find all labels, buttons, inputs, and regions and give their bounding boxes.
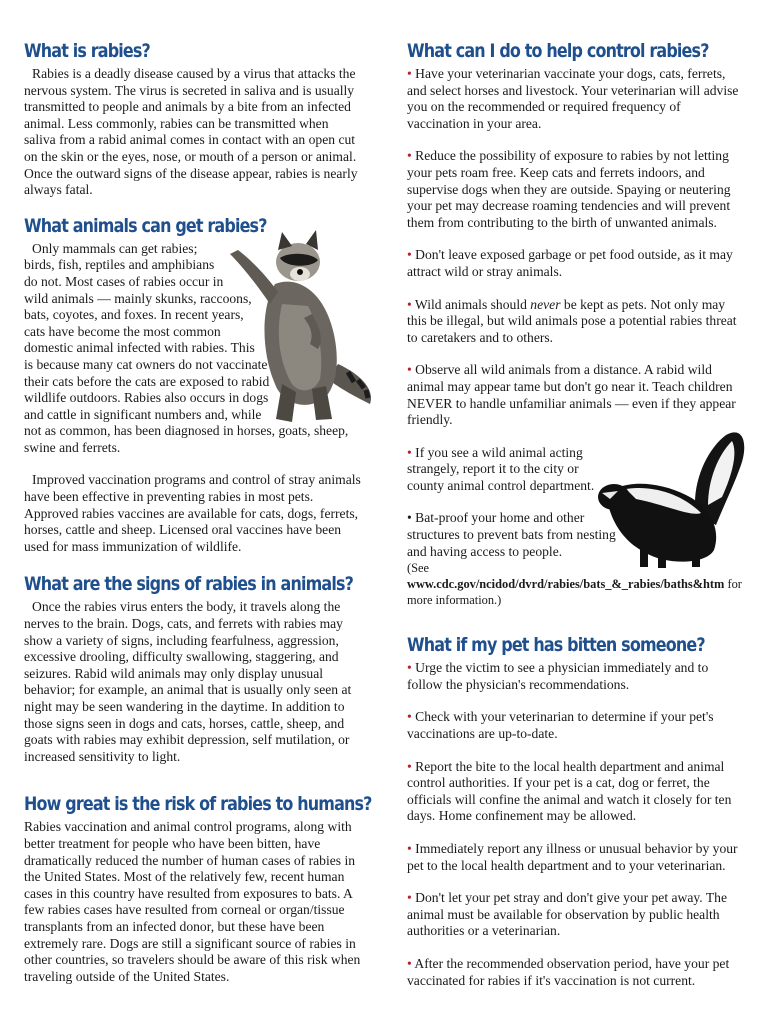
bullet-text: Bat-proof your home and other structures to prevent bats from nesting and having access to people.	[407, 510, 616, 559]
bullet-dot: •	[407, 758, 412, 774]
bullet-text: If you see a wild animal acting strangely, report it to the city or county animal control department.	[407, 444, 595, 493]
para-what-is-rabies: Rabies is a deadly disease caused by a virus that attacks the nervous system. The virus is secreted in saliva and is usually transmitted to people and animals by a bite from an infected animal. Less commonly, rabies can be transmitted when saliva from a rabid animal comes in contact with an open cut on the skin or the eyes, nose, or mouth of a person or animal. Once the outward signs of the disease appear, rabies is nearly always fatal.	[24, 66, 358, 198]
bullet-text: Urge the victim to see a physician immediately and to follow the physician's recommendations.	[407, 660, 709, 692]
bullet-text: Have your veterinarian vaccinate your dogs, cats, ferrets, and select horses and livestock. Your veterinarian will advise you on the recommended or required frequency of vaccination in your area.	[407, 66, 739, 131]
heading-control-rabies: What can I do to help control rabies?	[407, 40, 709, 62]
bullet-garbage	[407, 247, 745, 280]
para-risk-humans: Rabies vaccination and animal control programs, along with better treatment for people who have been bitten, have dramatically reduced the number of human cases of rabies in the United States. Most of the relatively few, recent human cases in this country have resulted from exposures to bats. A few rabies cases have resulted from corneal or organ/tissue transplants from an infected donor, but these have been extremely rare. Dogs are still a significant source of rabies in other countries, so travelers should be aware of this risk when traveling outside of the United States.	[24, 819, 361, 984]
bullet-text: be kept as pets. Not only may this be illegal, but wild animals pose a potential rabies threat to caretakers and to others.	[407, 296, 737, 345]
bullet-text: Observe all wild animals from a distance. A rabid wild animal may appear tame but don't go near it. Teach children NEVER to handle unfamiliar animals — even if they appear friendly.	[407, 362, 736, 428]
line: and cattle in significant numbers and, while	[24, 406, 262, 422]
bullet-vaccinate-after	[407, 956, 745, 989]
heading-what-is-rabies: What is rabies?	[24, 40, 150, 62]
bullet-dot: •	[407, 841, 412, 856]
bullet-observe-distance	[407, 362, 745, 428]
line: do not. Most cases of rabies occur in	[24, 273, 224, 289]
line: wildlife outdoors. Rabies also occurs in dogs	[24, 390, 269, 406]
bullet-report-illness	[407, 841, 745, 874]
line: Only mammals can get rabies;	[32, 240, 198, 256]
bullet-bat-proof	[407, 510, 619, 560]
bullet-dot: •	[407, 709, 412, 725]
bullet-text: Don't let your pet stray and don't give your pet away. The animal must be available for observation by public health authorities or a veterinarian.	[407, 890, 727, 939]
bullet-dot: •	[407, 890, 412, 906]
bullet-dot: •	[407, 660, 412, 676]
bullet-vaccinate	[407, 66, 745, 132]
heading-pet-bitten: What if my pet has bitten someone?	[407, 634, 705, 657]
bullet-no-stray	[407, 890, 745, 940]
heading-risk-humans: How great is the risk of rabies to humans?	[24, 793, 372, 816]
line: birds, fish, reptiles and amphibians	[24, 257, 215, 273]
bullet-report-animal	[407, 445, 605, 495]
para-vaccination-programs: Improved vaccination programs and control of stray animals have been effective in preventing rabies in most pets. Approved rabies vaccines are available for cats, dogs, ferrets, horses, cattle and sheep. Licensed oral vaccines have been used for mass immunization of wildlife.	[24, 472, 361, 554]
bullet-dot: •	[407, 296, 412, 312]
bullet-text: Check with your veterinarian to determine if your pet's vaccinations are up-to-date.	[407, 709, 714, 742]
line: is because many cat owners do not vaccinate	[24, 356, 268, 372]
skunk-image	[596, 425, 748, 570]
bullet-check-vet	[407, 709, 745, 742]
bullet-dot: •	[407, 362, 412, 378]
bullet-dot: •	[407, 148, 412, 164]
cdc-link[interactable]: www.cdc.gov/ncidod/dvrd/rabies/bats_&_rabies/baths&htm	[407, 577, 725, 592]
line: their cats before the cats are exposed to rabid	[24, 373, 270, 389]
bullet-text: Report the bite to the local health department and animal control authorities. If your pet is a cat, dog or ferret, the officials will confine the animal and watch it closely for ten days. Home confinement may be allowed.	[407, 758, 732, 824]
para-signs-rabies: Once the rabies virus enters the body, it travels along the nerves to the brain. Dogs, cats, and ferrets with rabies may show a variety of signs, including fearfulness, aggression, excessive drooling, difficulty swallowing, staggering, and seizures. Rabid wild animals may only display unusual behavior; for example, an animal that is usually only seen at night may be seen wandering in the daytime. In addition to those signs seen in dogs and cats, horses, cattle, sheep, and goats with rabies may exhibit depression, self mutilation, or increased sensitivity to light.	[24, 599, 352, 764]
raccoon-image	[220, 214, 380, 434]
heading-animals-rabies: What animals can get rabies?	[24, 214, 267, 237]
bullet-text: Wild animals should	[414, 296, 531, 312]
bullet-urge-victim	[407, 660, 745, 693]
line: bats, coyotes, and foxes. In recent years,	[24, 307, 244, 323]
bullet-report-bite	[407, 759, 745, 825]
bullet-dot: •	[407, 444, 412, 460]
bullet-wild-pets	[407, 297, 745, 347]
bullet-reduce-exposure	[407, 148, 745, 231]
emphasis-never: never	[530, 296, 561, 312]
bullet-text: Don't leave exposed garbage or pet food outside, as it may attract wild or stray animals.	[407, 247, 733, 279]
bullet-dot: •	[407, 66, 412, 81]
bullet-dot: •	[407, 510, 412, 526]
heading-signs-rabies: What are the signs of rabies in animals?	[24, 573, 354, 596]
line: domestic animal infected with rabies. This	[24, 340, 255, 356]
bullet-text: Reduce the possibility of exposure to rabies by not letting your pets roam free. Keep cats and ferrets indoors, and supervise dogs when they are outside. Spaying or neutering your pet may decrease roaming tendencies and will prevent them from contributing to the birth of unwanted animals.	[407, 148, 731, 230]
line: wild animals — mainly skunks, raccoons,	[24, 290, 252, 306]
line: cats have become the most common	[24, 323, 221, 339]
note-text: (See	[407, 561, 430, 576]
bullet-text: After the recommended observation period, have your pet vaccinated for rabies if it's vaccination is not current.	[407, 955, 730, 988]
note-text: for more information.)	[407, 577, 742, 608]
left-column	[24, 36, 372, 985]
line: not as common, has been diagnosed in horses, goats, sheep, swine and ferrets.	[24, 423, 349, 455]
bullet-dot: •	[407, 247, 412, 263]
bullet-dot: •	[407, 955, 412, 971]
bullet-text: Immediately report any illness or unusual behavior by your pet to the local health department and to your veterinarian.	[407, 841, 738, 873]
